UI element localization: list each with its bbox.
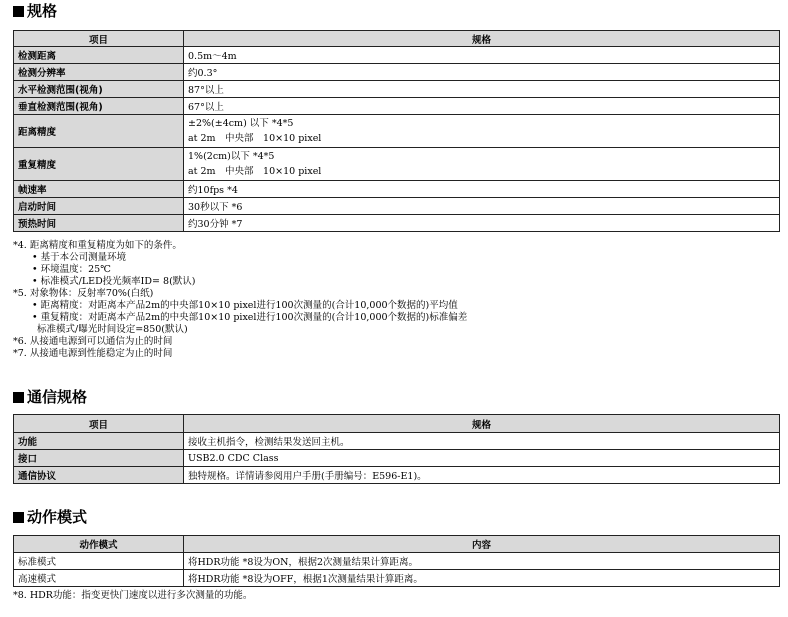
row-label: 水平检测范围(视角) — [14, 81, 184, 98]
footnote-bullet: • 标准模式/LED投光频率ID= 8(默认) — [32, 276, 196, 287]
table-header-row — [14, 31, 780, 47]
value-line: ±2%(±4cm) 以下 *4*5 — [188, 118, 294, 129]
row-label: 帧速率 — [14, 181, 184, 198]
row-label: 接口 — [14, 450, 184, 467]
comm-section-title — [13, 388, 87, 406]
row-value — [184, 115, 780, 148]
table-row — [14, 198, 780, 215]
column-header: 项目 — [14, 31, 184, 47]
table-row — [14, 98, 780, 115]
footnote-bullet: • 环境温度：25℃ — [32, 264, 111, 275]
row-label: 检测分辨率 — [14, 64, 184, 81]
footnote: *8. HDR功能：指变更快门速度以进行多次测量的功能。 — [13, 590, 253, 601]
spec-table — [13, 30, 780, 232]
value-line: at 2m 中央部 10×10 pixel — [188, 166, 322, 177]
table-row — [14, 467, 780, 484]
spec-title-text: 规格 — [27, 2, 58, 20]
table-row — [14, 181, 780, 198]
table-row — [14, 433, 780, 450]
table-row — [14, 450, 780, 467]
column-header: 动作模式 — [14, 536, 184, 553]
column-header: 规格 — [184, 415, 780, 433]
row-label: 距离精度 — [14, 115, 184, 148]
row-label: 垂直检测范围(视角) — [14, 98, 184, 115]
column-header: 规格 — [184, 31, 780, 47]
row-label: 检测距离 — [14, 47, 184, 64]
table-header-row — [14, 415, 780, 433]
table-row — [14, 81, 780, 98]
row-value: 独特规格。详情请参阅用户手册(手册编号：E596-E1)。 — [184, 467, 780, 484]
row-label: 通信协议 — [14, 467, 184, 484]
comm-table — [13, 414, 780, 484]
footnote: *4. 距离精度和重复精度为如下的条件。 — [13, 240, 182, 251]
value-line: 1%(2cm)以下 *4*5 — [188, 151, 275, 162]
footnote-bullet: • 距离精度：对距离本产品2m的中央部10×10 pixel进行100次测量的(合计10,000个数据的)平均值 — [32, 300, 458, 311]
row-value: 接收主机指令，检测结果发送回主机。 — [184, 433, 780, 450]
footnote-continuation: 标准模式/曝光时间设定=850(默认) — [37, 324, 188, 335]
table-row — [14, 553, 780, 570]
table-row — [14, 47, 780, 64]
table-row — [14, 64, 780, 81]
mode-table — [13, 535, 780, 587]
table-row — [14, 115, 780, 148]
row-value: 67°以上 — [184, 98, 780, 115]
footnote-bullet: • 基于本公司测量环境 — [32, 252, 127, 263]
row-value: 约0.3° — [184, 64, 780, 81]
mode-section-title — [13, 508, 87, 526]
row-label: 预热时间 — [14, 215, 184, 232]
comm-title-text: 通信规格 — [27, 388, 88, 406]
row-value: 将HDR功能 *8设为ON，根据2次测量结果计算距离。 — [184, 553, 780, 570]
footnote: *6. 从接通电源到可以通信为止的时间 — [13, 336, 173, 347]
table-header-row — [14, 536, 780, 553]
footnote-bullet: • 重复精度：对距离本产品2m的中央部10×10 pixel进行100次测量的(合计10,000个数据的)标准偏差 — [32, 312, 468, 323]
spec-footnotes — [13, 240, 467, 360]
row-value — [184, 148, 780, 181]
footnote: *5. 对象物体：反射率70%(白纸) — [13, 288, 154, 299]
column-header: 项目 — [14, 415, 184, 433]
row-label: 启动时间 — [14, 198, 184, 215]
section-square-icon — [13, 6, 24, 17]
row-value: 0.5m～4m — [184, 47, 780, 64]
mode-footnotes — [13, 590, 252, 602]
table-row — [14, 570, 780, 587]
section-square-icon — [13, 512, 24, 523]
row-value: 约10fps *4 — [184, 181, 780, 198]
column-header: 内容 — [184, 536, 780, 553]
row-value: 将HDR功能 *8设为OFF，根据1次测量结果计算距离。 — [184, 570, 780, 587]
spec-section-title — [13, 2, 57, 20]
row-label: 功能 — [14, 433, 184, 450]
row-value: 30秒以下 *6 — [184, 198, 780, 215]
row-label: 高速模式 — [14, 570, 184, 587]
row-label: 重复精度 — [14, 148, 184, 181]
section-square-icon — [13, 392, 24, 403]
table-row — [14, 148, 780, 181]
table-row — [14, 215, 780, 232]
row-label: 标准模式 — [14, 553, 184, 570]
row-value: 87°以上 — [184, 81, 780, 98]
value-line: at 2m 中央部 10×10 pixel — [188, 133, 322, 144]
footnote: *7. 从接通电源到性能稳定为止的时间 — [13, 348, 173, 359]
row-value: 约30分钟 *7 — [184, 215, 780, 232]
row-value: USB2.0 CDC Class — [184, 450, 780, 467]
mode-title-text: 动作模式 — [27, 508, 88, 526]
